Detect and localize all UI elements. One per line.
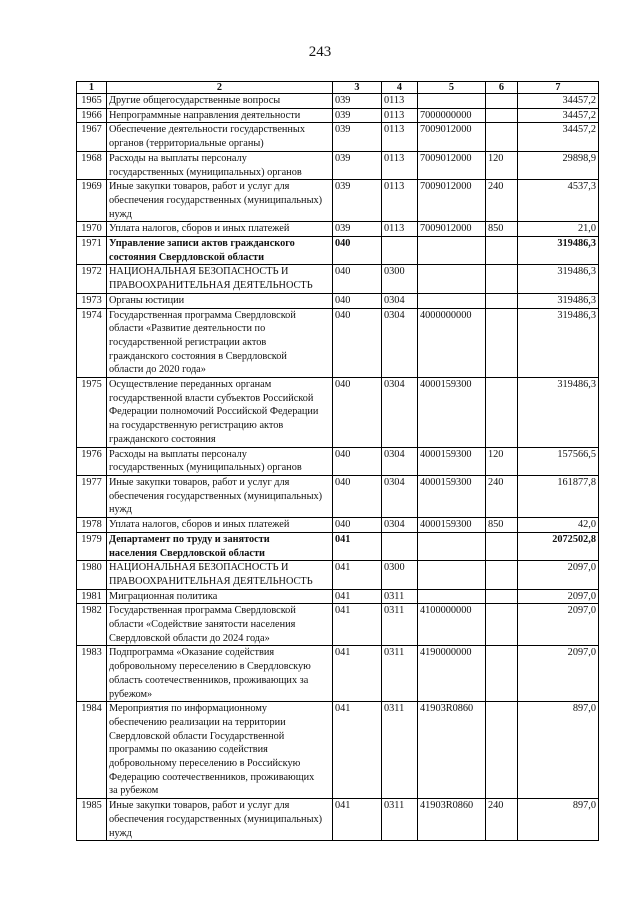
row-code-6 [486,702,518,799]
row-name [107,604,333,646]
row-amount: 2072502,8 [518,532,599,560]
row-number: 1975 [77,378,107,448]
row-number: 1981 [77,589,107,604]
row-code-3: 039 [333,222,382,237]
table-body [77,94,599,841]
row-name-line: Непрограммные направления деятельности [109,109,301,121]
row-name [107,237,333,265]
row-number: 1972 [77,265,107,293]
row-code-5: 7000000000 [418,108,486,123]
page-number: 243 [308,44,332,60]
row-name-line: добровольному переселению в Российскую [109,758,301,770]
row-name-line: нужд [109,827,132,839]
row-number: 1974 [77,308,107,378]
row-name-line: обеспечению реализации на территории [109,716,286,728]
column-header-5: 5 [418,82,486,94]
row-code-5: 4000159300 [418,378,486,448]
row-name [107,518,333,533]
row-name-line: области «Содействие занятости населения [109,619,296,631]
column-header-6: 6 [486,82,518,94]
row-code-6 [486,532,518,560]
row-code-5: 41903R0860 [418,799,486,841]
row-code-3: 040 [333,293,382,308]
row-number: 1973 [77,293,107,308]
header-row [77,82,599,94]
row-name-line: Федерации полномочий Российской Федерации [109,406,319,418]
row-code-3: 040 [333,378,382,448]
row-name [107,532,333,560]
row-name-line: области до 2020 года» [109,364,206,376]
row-code-5 [418,237,486,265]
row-code-4: 0304 [382,378,418,448]
row-amount: 319486,3 [518,237,599,265]
row-code-6 [486,293,518,308]
row-name [107,646,333,702]
row-name-line: обеспечения государственных (муниципальных) [109,194,323,206]
row-name-line: ПРАВООХРАНИТЕЛЬНАЯ ДЕЯТЕЛЬНОСТЬ [109,575,313,587]
row-code-3: 041 [333,532,382,560]
row-code-6: 240 [486,799,518,841]
row-name-line: Иные закупки товаров, работ и услуг для [109,476,290,488]
row-name-line: НАЦИОНАЛЬНАЯ БЕЗОПАСНОСТЬ И [109,562,289,574]
row-name-line: нужд [109,208,132,220]
row-code-4: 0311 [382,702,418,799]
row-name-line: Уплата налогов, сборов и иных платежей [109,223,290,235]
row-name-line: Мероприятия по информационному [109,703,268,715]
row-name [107,447,333,475]
row-code-6 [486,561,518,589]
row-name [107,151,333,179]
row-amount: 2097,0 [518,646,599,702]
row-amount: 2097,0 [518,589,599,604]
column-header-3: 3 [333,82,382,94]
row-code-6: 850 [486,518,518,533]
row-code-6: 240 [486,180,518,222]
row-code-4: 0113 [382,94,418,109]
row-name-line: Государственная программа Свердловской [109,309,296,321]
row-number: 1984 [77,702,107,799]
row-code-3: 041 [333,799,382,841]
row-code-6 [486,237,518,265]
row-name [107,308,333,378]
row-code-5: 4000159300 [418,447,486,475]
row-code-4: 0300 [382,561,418,589]
row-code-3: 039 [333,123,382,151]
row-name [107,293,333,308]
table-row [77,475,599,517]
table-row [77,108,599,123]
row-code-4: 0304 [382,308,418,378]
row-code-6 [486,604,518,646]
row-code-3: 039 [333,151,382,179]
row-name-line: НАЦИОНАЛЬНАЯ БЕЗОПАСНОСТЬ И [109,266,289,278]
row-code-4: 0113 [382,123,418,151]
row-number: 1977 [77,475,107,517]
row-name-line: области «Развитие деятельности по [109,323,266,335]
row-code-4: 0113 [382,108,418,123]
row-name-line: Другие общегосударственные вопросы [109,95,281,106]
row-number: 1982 [77,604,107,646]
row-code-6: 240 [486,475,518,517]
row-name-line: обеспечения государственных (муниципальных) [109,813,323,825]
row-code-5 [418,293,486,308]
row-name-line: Расходы на выплаты персоналу [109,448,247,460]
row-amount: 897,0 [518,799,599,841]
row-name [107,222,333,237]
table-row [77,561,599,589]
row-name-line: Подпрограмма «Оказание содействия [109,647,275,659]
row-number: 1980 [77,561,107,589]
row-code-4: 0311 [382,589,418,604]
row-name [107,265,333,293]
row-name-line: Органы юстиции [109,294,185,306]
table-row [77,447,599,475]
row-name-line: обеспечения государственных (муниципальных) [109,490,323,502]
row-name-line: Федерацию соотечественников, проживающих [109,771,315,783]
row-name-line: Обеспечение деятельности государственных [109,124,305,136]
row-code-6 [486,589,518,604]
row-code-6 [486,378,518,448]
row-number: 1970 [77,222,107,237]
table-row [77,94,599,109]
row-code-3: 041 [333,604,382,646]
table-row [77,799,599,841]
row-amount: 319486,3 [518,308,599,378]
row-code-4: 0311 [382,646,418,702]
row-code-6 [486,108,518,123]
row-name-line: Иные закупки товаров, работ и услуг для [109,181,290,193]
row-amount: 21,0 [518,222,599,237]
row-amount: 2097,0 [518,561,599,589]
row-code-5: 4190000000 [418,646,486,702]
row-number: 1965 [77,94,107,109]
row-code-5: 7009012000 [418,151,486,179]
row-name [107,702,333,799]
table-row [77,589,599,604]
row-code-3: 041 [333,561,382,589]
table-row [77,293,599,308]
row-name-line: ПРАВООХРАНИТЕЛЬНАЯ ДЕЯТЕЛЬНОСТЬ [109,280,313,292]
row-name [107,589,333,604]
row-code-5: 41903R0860 [418,702,486,799]
row-name-line: Свердловской области до 2024 года» [109,632,270,644]
row-amount: 34457,2 [518,123,599,151]
table-row [77,702,599,799]
row-number: 1983 [77,646,107,702]
row-code-3: 040 [333,265,382,293]
row-code-4: 0304 [382,293,418,308]
row-code-5: 7009012000 [418,180,486,222]
row-code-3: 041 [333,646,382,702]
row-number: 1968 [77,151,107,179]
table-row [77,180,599,222]
row-code-5 [418,561,486,589]
row-name-line: на государственную регистрацию актов [109,420,284,432]
row-amount: 34457,2 [518,108,599,123]
row-code-4: 0311 [382,799,418,841]
row-amount: 42,0 [518,518,599,533]
row-code-3: 041 [333,589,382,604]
row-name-line: Осуществление переданных органам [109,379,272,391]
row-name-line: область соотечественников, проживающих за [109,674,309,686]
column-header-7: 7 [518,82,599,94]
table-row [77,151,599,179]
row-number: 1985 [77,799,107,841]
row-name-line: Государственная программа Свердловской [109,605,296,617]
column-header-1: 1 [77,82,107,94]
row-name-line: Расходы на выплаты персоналу [109,152,247,164]
row-amount: 319486,3 [518,265,599,293]
row-number: 1976 [77,447,107,475]
row-name [107,123,333,151]
row-name-line: Свердловской области Государственной [109,730,285,742]
row-code-5: 7009012000 [418,123,486,151]
table-row [77,222,599,237]
row-name-line: за рубежом [109,785,159,797]
row-code-5 [418,589,486,604]
row-name-line: добровольному переселению в Свердловскую [109,661,311,673]
row-amount: 29898,9 [518,151,599,179]
row-name-line: государственной регистрации актов [109,336,267,348]
row-name-line: органов (территориальные органы) [109,138,264,150]
row-name-line: государственных (муниципальных) органов [109,166,302,178]
row-code-3: 040 [333,475,382,517]
row-code-4: 0304 [382,475,418,517]
row-name-line: населения Свердловской области [109,547,265,559]
row-code-5: 4000159300 [418,518,486,533]
row-code-5 [418,94,486,109]
row-code-4: 0311 [382,604,418,646]
table-row [77,646,599,702]
table-row [77,604,599,646]
row-code-6 [486,123,518,151]
row-code-4: 0304 [382,518,418,533]
table-row [77,532,599,560]
row-code-4: 0113 [382,222,418,237]
row-code-5: 7009012000 [418,222,486,237]
column-header-4: 4 [382,82,418,94]
row-name [107,94,333,109]
row-code-4: 0113 [382,151,418,179]
row-code-6 [486,265,518,293]
table-row [77,518,599,533]
row-code-4: 0304 [382,447,418,475]
row-number: 1979 [77,532,107,560]
row-code-3: 039 [333,94,382,109]
row-code-3: 040 [333,518,382,533]
row-name-line: Уплата налогов, сборов и иных платежей [109,519,290,531]
row-code-3: 039 [333,108,382,123]
row-number: 1978 [77,518,107,533]
row-number: 1971 [77,237,107,265]
row-code-5 [418,265,486,293]
row-name-line: программы по оказанию содействия [109,744,268,756]
row-amount: 34457,2 [518,94,599,109]
row-name [107,475,333,517]
table-row [77,378,599,448]
row-code-6: 120 [486,447,518,475]
row-name [107,378,333,448]
row-name [107,561,333,589]
row-code-5 [418,532,486,560]
table-row [77,308,599,378]
row-code-3: 039 [333,180,382,222]
row-code-3: 040 [333,447,382,475]
row-code-6 [486,308,518,378]
row-code-3: 040 [333,237,382,265]
row-amount: 2097,0 [518,604,599,646]
row-code-5: 4000159300 [418,475,486,517]
row-amount: 161877,8 [518,475,599,517]
row-name-line: гражданского состояния [109,433,216,445]
table-row [77,265,599,293]
row-name-line: рубежом» [109,688,153,700]
row-name-line: Иные закупки товаров, работ и услуг для [109,800,290,812]
row-code-6: 120 [486,151,518,179]
row-code-5: 4100000000 [418,604,486,646]
row-amount: 319486,3 [518,293,599,308]
row-code-4 [382,237,418,265]
row-name-line: состояния Свердловской области [109,251,265,263]
row-amount: 157566,5 [518,447,599,475]
row-name-line: Управление записи актов гражданского [109,238,295,250]
row-number: 1966 [77,108,107,123]
row-amount: 897,0 [518,702,599,799]
row-name-line: Миграционная политика [109,590,218,602]
row-number: 1967 [77,123,107,151]
table-row [77,237,599,265]
row-code-3: 040 [333,308,382,378]
row-name-line: Департамент по труду и занятости [109,533,270,545]
row-name-line: государственной власти субъектов Российской [109,392,314,404]
row-amount: 4537,3 [518,180,599,222]
row-name [107,180,333,222]
row-code-4: 0300 [382,265,418,293]
row-code-6: 850 [486,222,518,237]
row-code-5: 4000000000 [418,308,486,378]
row-name-line: нужд [109,504,132,516]
budget-table [76,81,599,841]
row-number: 1969 [77,180,107,222]
row-code-4: 0113 [382,180,418,222]
table-row [77,123,599,151]
row-code-4 [382,532,418,560]
row-name [107,108,333,123]
row-name-line: гражданского состояния в Свердловской [109,350,287,362]
row-code-6 [486,94,518,109]
row-name [107,799,333,841]
row-code-6 [486,646,518,702]
row-name-line: государственных (муниципальных) органов [109,462,302,474]
column-header-2: 2 [107,82,333,94]
row-code-3: 041 [333,702,382,799]
row-amount: 319486,3 [518,378,599,448]
